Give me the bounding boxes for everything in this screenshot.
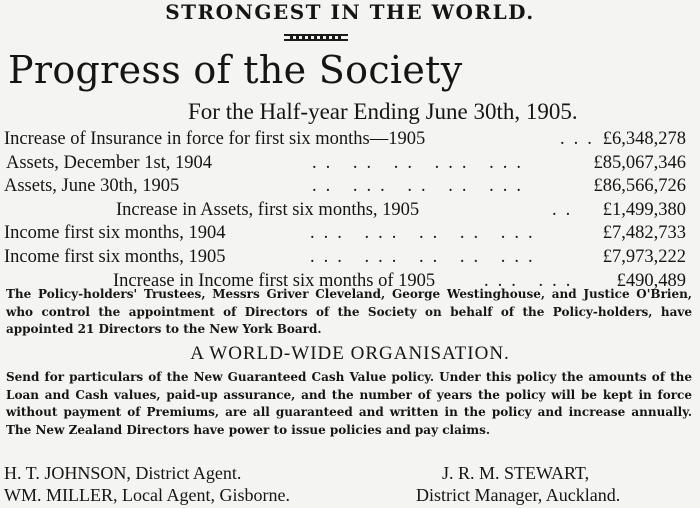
- figure-leaders: .. .. .. ... ...: [312, 152, 530, 173]
- figure-amount: £6,348,278: [602, 129, 686, 149]
- signature-miller: WM. MILLER, Local Agent, Gisborne.: [4, 485, 290, 505]
- figure-label: Assets, June 30th, 1905: [4, 176, 180, 197]
- figure-label: Assets, December 1st, 1904: [6, 152, 213, 173]
- figure-row: [0, 175, 700, 199]
- figures-table: [0, 128, 700, 293]
- figure-row: [0, 246, 700, 270]
- figure-row: [0, 222, 700, 246]
- figure-label: Increase of Insurance in force for first six months—1905: [4, 129, 426, 149]
- figure-amount: £86,566,726: [593, 176, 686, 197]
- figure-leaders: ... ... .. .. ...: [310, 223, 542, 244]
- signature-johnson: H. T. JOHNSON, District Agent.: [4, 463, 242, 483]
- figure-leaders: ..: [552, 199, 580, 220]
- figure-label: Increase in Income first six months of 1905: [113, 270, 436, 291]
- page-title: Progress of the Society: [8, 48, 463, 92]
- signature-stewart-title: District Manager, Auckland.: [416, 485, 621, 505]
- figure-leaders: .. ... .. .. ...: [312, 176, 530, 197]
- figure-amount: £7,973,222: [602, 246, 686, 267]
- figure-label: Income first six months, 1905: [4, 246, 226, 267]
- figure-amount: £490,489: [616, 270, 686, 291]
- subtitle: For the Half-year Ending June 30th, 1905.: [188, 99, 578, 124]
- trustees-paragraph: The Policy-holders' Trustees, Messrs Griver Cleveland, George Westinghouse, and Justice O'Brien, who control the appointment of Directors of the Society on behalf of the Policy-holders, have appointed 21 Directors to the New York Board.: [6, 287, 692, 336]
- figure-leaders: ...: [560, 129, 601, 149]
- tagline: STRONGEST IN THE WORLD.: [165, 0, 535, 24]
- figure-leaders: ... ... .. .. ...: [310, 246, 542, 267]
- figure-leaders: ... ...: [484, 270, 580, 291]
- policy-paragraph: Send for particulars of the New Guaranteed Cash Value policy. Under this policy the amounts of the Loan and Cash values, paid-up assurance, and the number of years the policy will be kept in force without payment of Premiums, are all guaranteed and written in the policy and increase annually. The New Zealand Directors have power to issue policies and pay claims.: [6, 370, 692, 437]
- figure-amount: £1,499,380: [602, 199, 686, 220]
- decorative-rule: [284, 33, 348, 42]
- figure-label: Income first six months, 1904: [4, 223, 226, 244]
- figure-row: [0, 152, 700, 176]
- figure-amount: £85,067,346: [593, 152, 686, 173]
- signature-stewart: J. R. M. STEWART,: [442, 463, 590, 483]
- figure-row: [0, 128, 700, 152]
- figure-amount: £7,482,733: [602, 223, 686, 244]
- figure-label: Increase in Assets, first six months, 1905: [116, 199, 420, 220]
- figure-row: [0, 199, 700, 223]
- section-heading: A WORLD-WIDE ORGANISATION.: [190, 343, 510, 364]
